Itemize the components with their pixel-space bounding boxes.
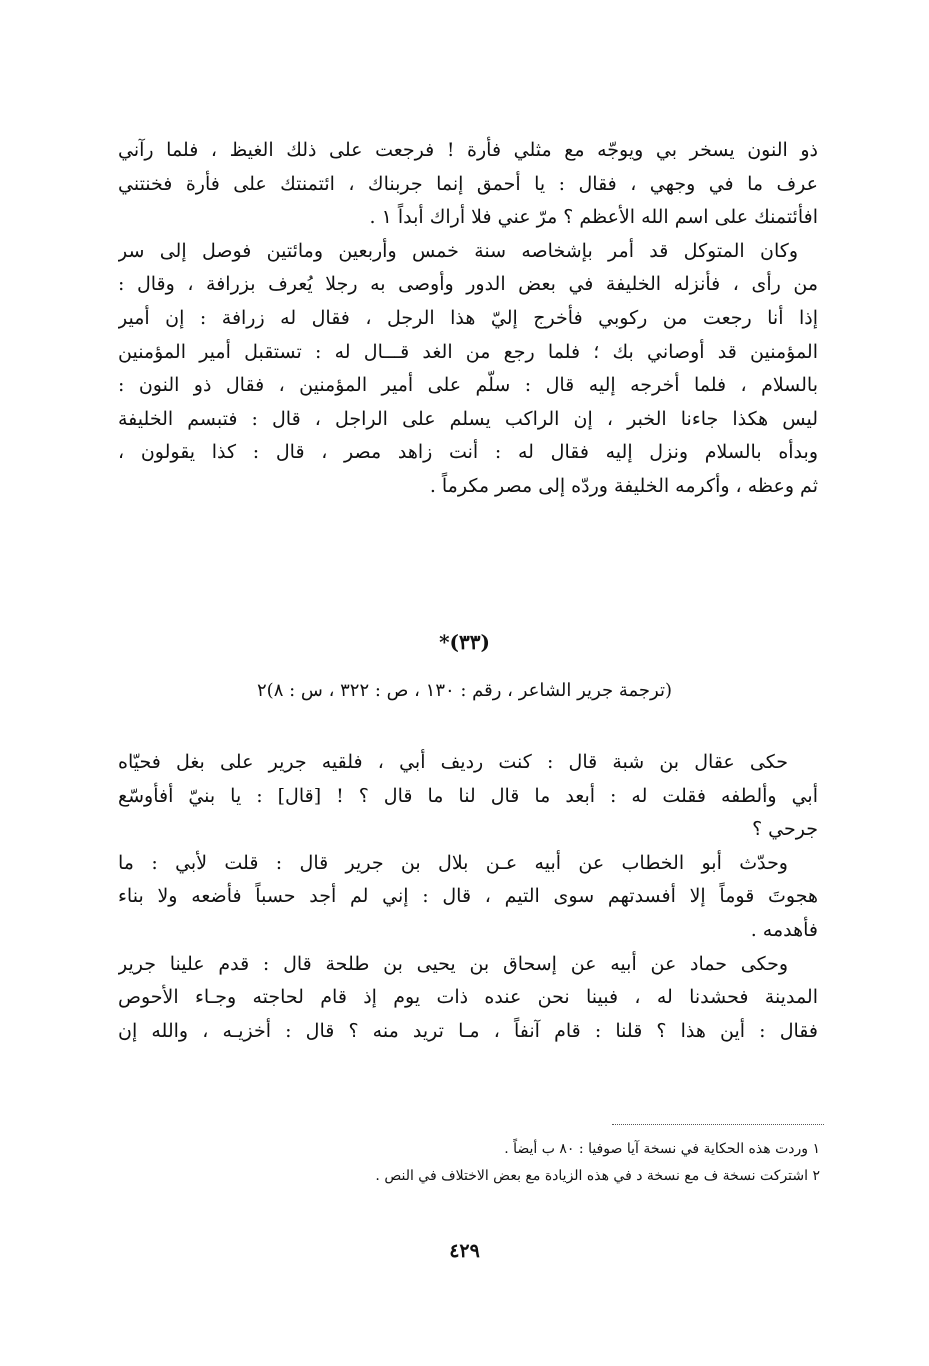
footnote-divider (612, 1124, 824, 1125)
text-line: وحدّث أبو الخطاب عن أبيه عـن بلال بن جرير قال : قلت لأبي : ما (118, 851, 788, 874)
section-heading: (٣٣)* (439, 630, 490, 654)
text-line: ليس هكذا جاءنا الخبر ، إن الراكب يسلم على الراجل ، قال : فتبسم الخليفة (118, 407, 818, 430)
text-line: حكى عقال بن شبة قال : كنت رديف أبي ، فلقيه جرير على بغل فحيّاه (118, 751, 788, 773)
text-line: المؤمنين قد أوصاني بك ؛ فلما رجع من الغد قـــال له : تستقبل أمير المؤمنين (118, 340, 818, 363)
text-line: فأهدمه . (750, 918, 818, 941)
paragraph-block-2 (118, 746, 818, 1048)
text-line: إذا أنا رجعت من ركوبي فأخرج إليّ هذا الرجل ، فقال له زرافة : إن أمير (118, 306, 818, 329)
text-line: وحكى حماد عن أبيه عن إسحاق بن يحيى بن طلحة قال : قدم علينا جرير (118, 952, 788, 975)
text-line: وكان المتوكل قد أمر بإشخاصه سنة خمس وأربعين ومائتين فوصل إلى سر (118, 239, 798, 262)
footnote-1: ١ وردت هذه الحكاية في نسخة آيا صوفيا : ٨٠ ب أيضاً . (504, 1141, 820, 1157)
text-line: ذو النون يسخر بي ويوجّه مع مثلي فأرة ! فرجعت على ذلك الغيظ ، فلما رآني (118, 139, 818, 161)
text-line: جرحي ؟ (752, 818, 818, 841)
text-line: وبدأه بالسلام ونزل إليه فقال له : أنت زاهد مصر ، قال : كذا يقولون ، (118, 441, 818, 464)
text-line: أبي وألطفه فقلت له : أبعد ما قال لنا ما قال ؟ ! [قال] : يا بنيّ أفأوسّع (118, 784, 818, 807)
text-line: بالسلام ، فلما أخرجه إليه قال : سلّم على أمير المؤمنين ، فقال ذو النون : (118, 374, 818, 397)
text-line: عرف ما في وجهي ، فقال : يا أحمق إنما جربناك ، ائتمنتك على فأرة فخنتني (118, 172, 818, 195)
paragraph-block-1 (118, 134, 818, 504)
page-number: ٤٢٩ (449, 1240, 480, 1262)
footnote-2: ٢ اشتركت نسخة ف مع نسخة د في هذه الزيادة مع بعض الاختلاف في النص . (375, 1168, 820, 1184)
section-subheading: (ترجمة جرير الشاعر ، رقم : ١٣٠ ، ص : ٣٢٢ ، س : ٨)٢ (257, 680, 672, 701)
text-line: المدينة فحشدنا له ، فبينا نحن عنده ذات يوم إذ قام لحاجته وجـاء الأحوص (118, 986, 818, 1009)
text-line: من رأى ، فأنزله الخليفة في بعض الدور وأوصى به رجلا يُعرف بزرافة ، وقال : (118, 273, 818, 296)
text-line: ثم وعظه ، وأكرمه الخليفة وردّه إلى مصر مكرماً . (429, 474, 818, 497)
text-line: افأئتمنك على اسم الله الأعظم ؟ مرّ عني فلا أراك أبداً ١ . (369, 206, 818, 229)
footnotes (240, 1136, 820, 1190)
text-line: فقال : أين هذا ؟ قلنا : قام آنفاً ، مـا تريد منه ؟ قال : أخزيـه ، والله إن (118, 1019, 818, 1042)
text-line: هجوتَ قوماً إلا أفسدتهم سوى التيم ، قال : إني لم أجد حسباً فأضعه ولا بناء (118, 885, 818, 908)
